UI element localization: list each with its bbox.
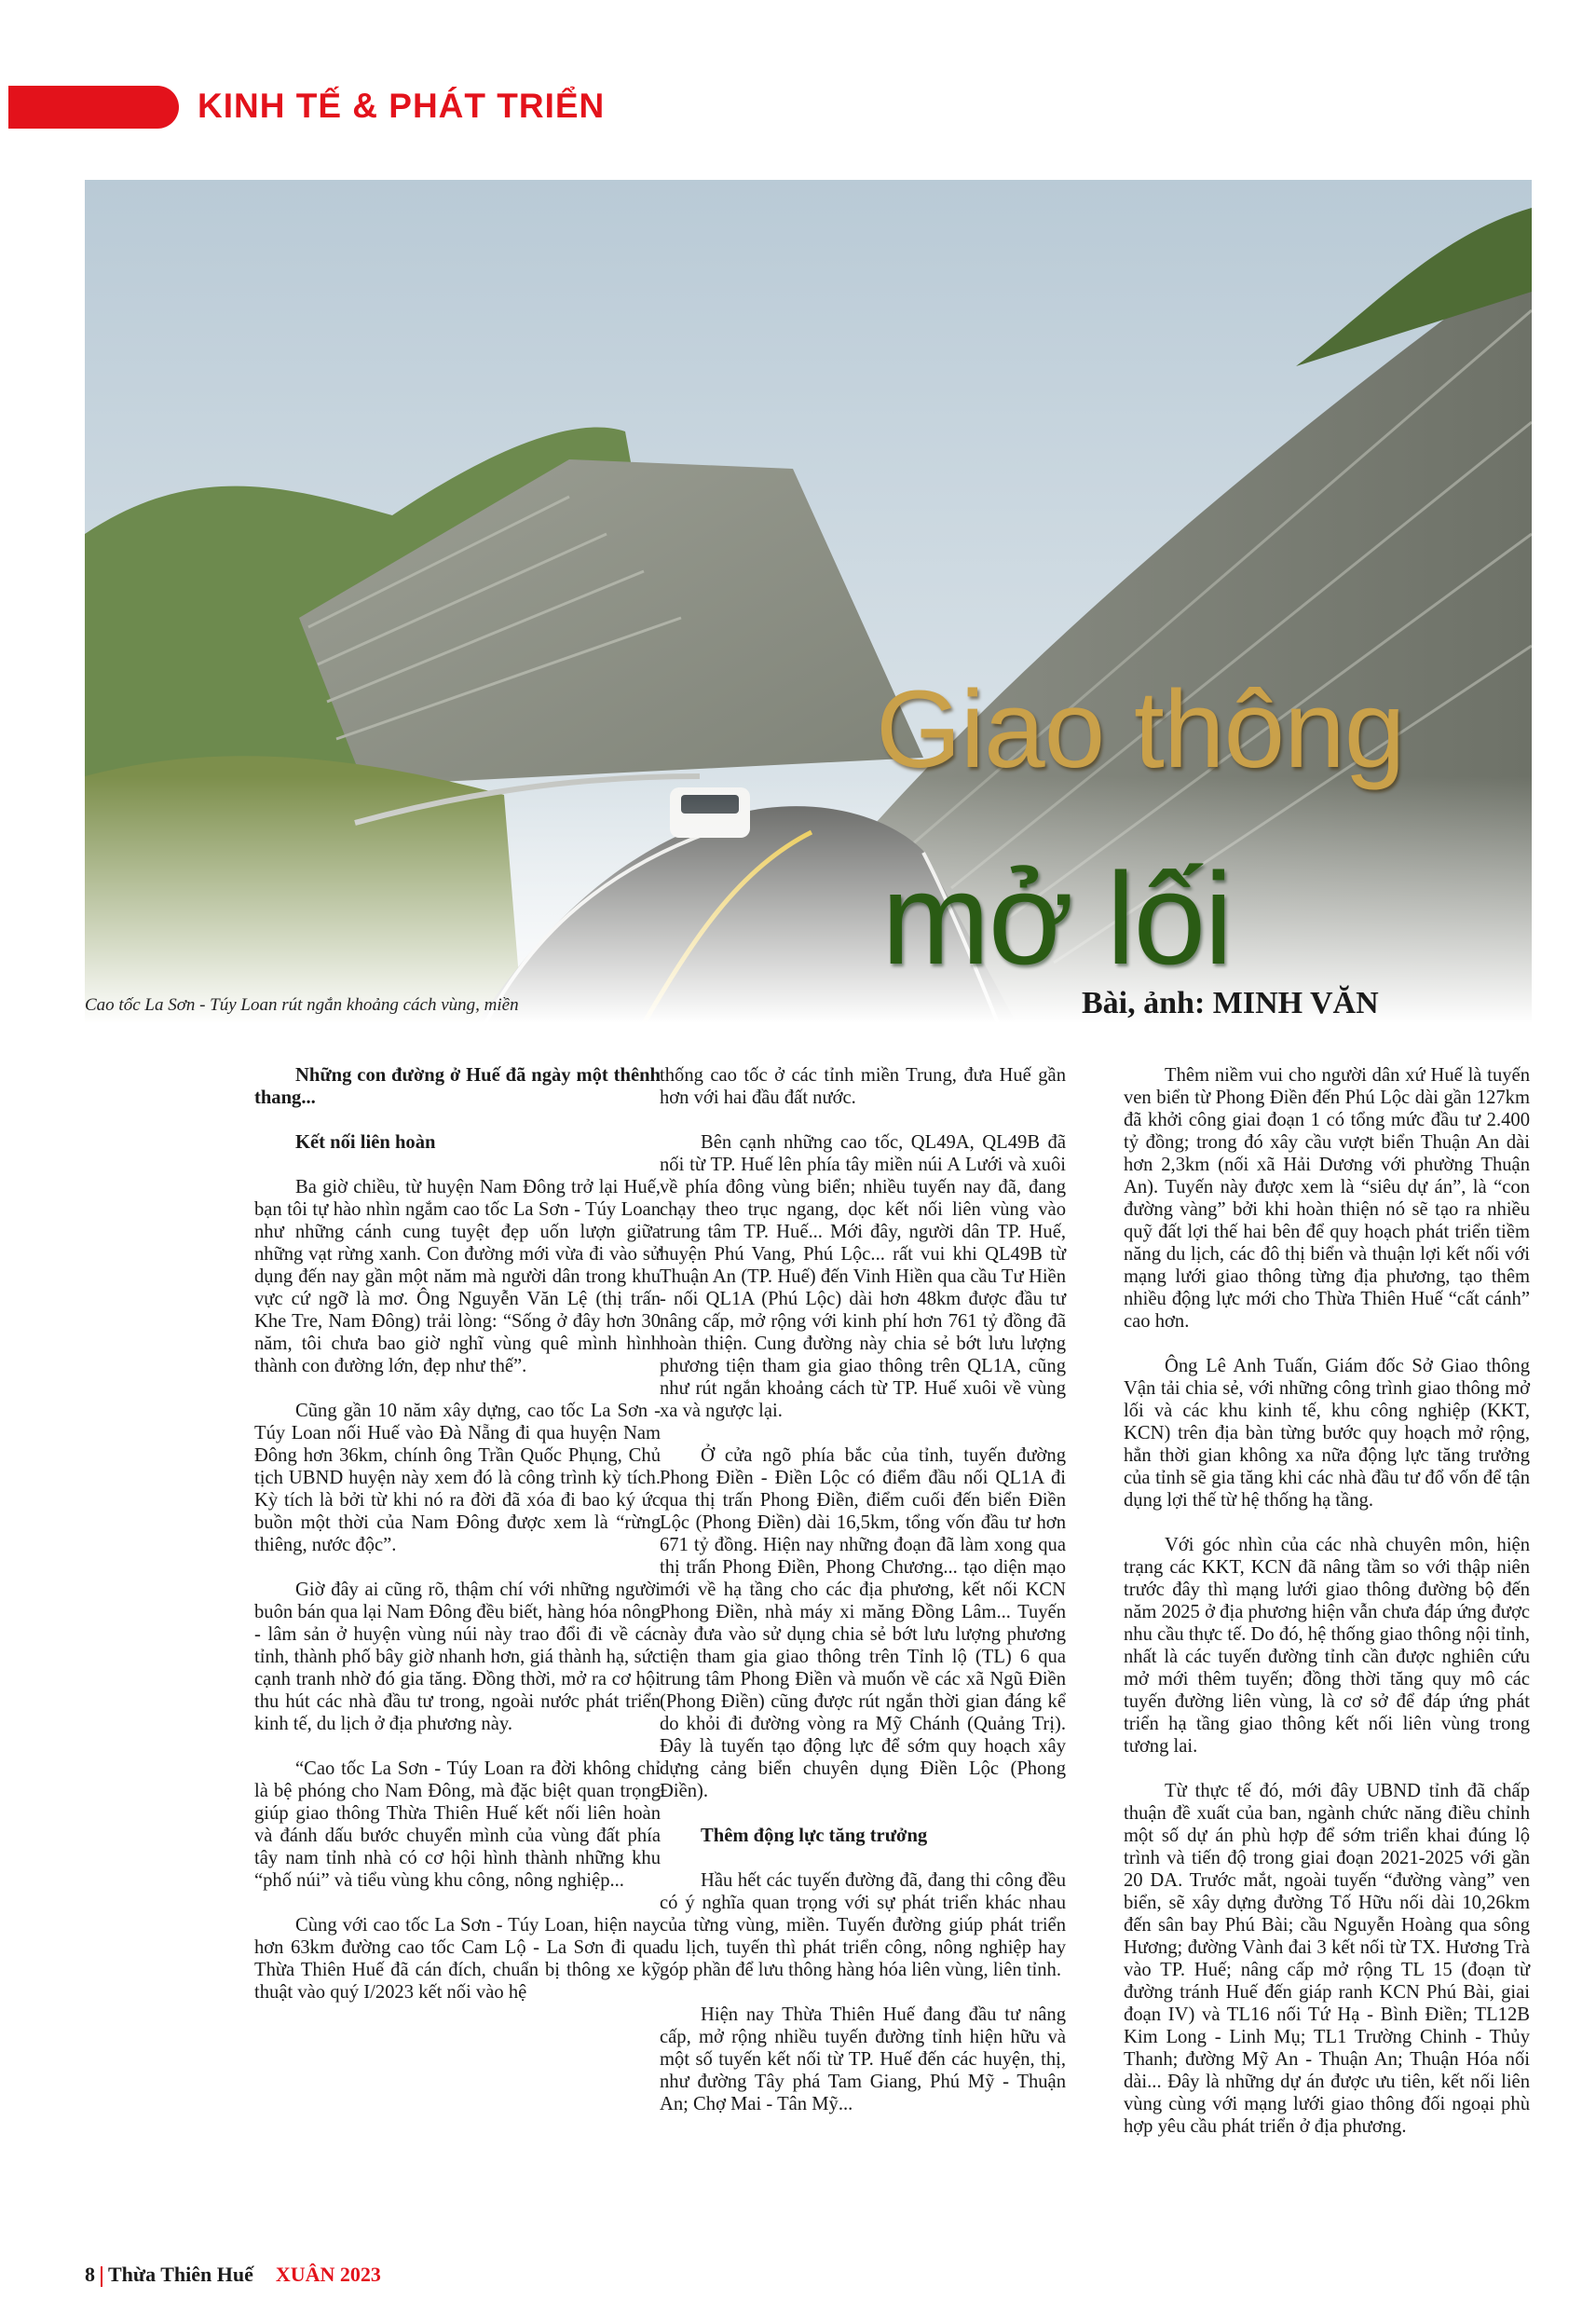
photo-caption: Cao tốc La Sơn - Túy Loan rút ngắn khoảng cách vùng, miền <box>85 995 519 1015</box>
magazine-name: Thừa Thiên Huế <box>108 2263 253 2286</box>
article-column-1 <box>254 1064 661 2026</box>
subheading: Kết nối liên hoàn <box>295 1132 436 1153</box>
paragraph: Thêm niềm vui cho người dân xứ Huế là tuyến ven biển từ Phong Điền đến Phú Lộc dài gần 127km đã khởi công giai đoạn 1 có tổng mức đầu tư 2.400 tỷ đồng; trong đó xây cầu vượt biển Thuận An dài hơn 2,3km (nối xã Hải Dương với phường Thuận An). Tuyến này được xem là “siêu dự án”, là “con đường vàng” bởi khi hoàn thiện nó sẽ tạo ra nhiều quỹ đất lợi thế hai bên để quy hoạch phát triển tiềm năng du lịch, các đô thị biển và thuận lợi kết nối với mạng lưới giao thông từng địa phương, tạo thêm nhiều động lực mới cho Thừa Thiên Huế “cất cánh” cao hơn. <box>1124 1065 1530 1332</box>
road-landscape-illustration <box>85 180 1532 1023</box>
article-column-3 <box>1124 1064 1530 2160</box>
paragraph: Cũng gần 10 năm xây dựng, cao tốc La Sơn - Túy Loan nối Huế vào Đà Nẵng đi qua huyện Nam Đông hơn 36km, chính ông Trần Quốc Phụng, Chủ tịch UBND huyện này xem đó là công trình kỳ tích. Kỳ tích là bởi từ khi nó ra đời đã xóa đi bao ký ức buồn một thời của Nam Đông được xem là “rừng thiêng, nước độc”. <box>254 1401 661 1555</box>
paragraph: Ba giờ chiều, từ huyện Nam Đông trở lại Huế, bạn tôi tự hào nhìn ngắm cao tốc La Sơn - Túy Loan như những cánh cung tuyệt đẹp uốn lượn giữa những vạt rừng xanh. Con đường mới vừa đi vào sử dụng đến nay gần một năm mà người dân trong khu vực cứ ngỡ là mơ. Ông Nguyễn Văn Lệ (thị trấn Khe Tre, Nam Đông) trải lòng: “Sống ở đây hơn 30 năm, tôi chưa bao giờ nghĩ vùng quê mình hình thành con đường lớn, đẹp như thế”. <box>254 1177 661 1376</box>
paragraph: Hiện nay Thừa Thiên Huế đang đầu tư nâng cấp, mở rộng nhiều tuyến đường tỉnh hiện hữu và một số tuyến kết nối từ TP. Huế đến các huyện, thị, như đường Tây phá Tam Giang, Phú Mỹ - Thuận An; Chợ Mai - Tân Mỹ... <box>660 2004 1066 2114</box>
paragraph: Hầu hết các tuyến đường đã, đang thi công đều có ý nghĩa quan trọng với sự phát triển khác nhau của từng vùng, miền. Tuyến đường giúp phát triển du lịch, tuyến thì phát triển công, nông nghiệp hay góp phần để lưu thông hàng hóa liên vùng, liên tỉnh. <box>660 1870 1066 1980</box>
paragraph: Cùng với cao tốc La Sơn - Túy Loan, hiện nay hơn 63km đường cao tốc Cam Lộ - La Sơn đi qua Thừa Thiên Huế đã cán đích, chuẩn bị thông xe kỹ thuật vào quý I/2023 kết nối vào hệ <box>254 1915 661 2003</box>
footer-divider <box>101 2266 102 2287</box>
hero-photo <box>85 180 1532 1023</box>
headline-line-1: Giao thông <box>876 668 1405 791</box>
paragraph: Bên cạnh những cao tốc, QL49A, QL49B đã nối từ TP. Huế lên phía tây miền núi A Lưới và xuôi về phía đông vùng biển; nhiều tuyến nay đã, đang chạy theo trục ngang, dọc kết nối liên vùng vào trung tâm TP. Huế... Mới đây, người dân TP. Huế, huyện Phú Vang, Phú Lộc... rất vui khi QL49B từ Thuận An (TP. Huế) đến Vinh Hiền qua cầu Tư Hiền - nối QL1A (Phú Lộc) dài hơn 48km được đầu tư nâng cấp, mở rộng với kinh phí hơn 761 tỷ đồng đã hoàn thiện. Cung đường này chia sẻ bớt lưu lượng phương tiện tham gia giao thông trên QL1A, cũng như rút ngắn khoảng cách từ TP. Huế xuôi về vùng xa và ngược lại. <box>660 1132 1066 1421</box>
paragraph: Ở cửa ngõ phía bắc của tỉnh, tuyến đường Phong Điền - Điền Lộc có điểm đầu nối QL1A đi qua thị trấn Phong Điền, điểm cuối đến biển Điền Lộc (Phong Điền) dài 16,5km, tổng vốn đầu tư hơn 671 tỷ đồng. Hiện nay những đoạn đã làm xong qua thị trấn Phong Điền, Phong Chương... tạo diện mạo mới về hạ tầng cho các địa phương, kết nối KCN Phong Điền, nhà máy xi măng Đồng Lâm... Tuyến này đưa vào sử dụng chia sẻ bớt lưu lượng phương tiện tham gia giao thông trên Tỉnh lộ (TL) 6 qua trung tâm Phong Điền và muốn về các xã Ngũ Điền (Phong Điền) cũng được rút ngắn thời gian đáng kể do khỏi đi đường vòng ra Mỹ Chánh (Quảng Trị). Đây là tuyến tạo động lực để sớm quy hoạch xây dựng cảng biển chuyên dụng Điền Lộc (Phong Điền). <box>660 1445 1066 1801</box>
page-footer <box>85 2263 381 2287</box>
lead-paragraph: Những con đường ở Huế đã ngày một thênh thang... <box>254 1065 661 1108</box>
section-bar <box>8 86 179 129</box>
subheading: Thêm động lực tăng trưởng <box>701 1826 928 1846</box>
article-column-2 <box>660 1064 1066 2138</box>
paragraph: Với góc nhìn của các nhà chuyên môn, hiện trạng các KKT, KCN đã nâng tầm so với thập niên trước đây thì mạng lưới giao thông đường bộ đến năm 2025 ở địa phương hiện vẫn chưa đáp ứng được nhu cầu thực tế. Do đó, hệ thống giao thông nội tỉnh, nhất là các tuyến đường tỉnh cần được nghiên cứu mở mới thêm tuyến; đồng thời tăng quy mô các tuyến đường liên vùng, là cơ sở để đáp ứng phát triển hạ tầng giao thông kết nối liên vùng trong tương lai. <box>1124 1535 1530 1757</box>
paragraph: “Cao tốc La Sơn - Túy Loan ra đời không chỉ là bệ phóng cho Nam Đông, mà đặc biệt quan trọng giúp giao thông Thừa Thiên Huế kết nối liên hoàn và đánh dấu bước chuyển mình của vùng đất phía tây nam tỉnh nhà có cơ hội hình thành những khu “phố núi” và tiểu vùng khu công, nông nghiệp... <box>254 1758 661 1891</box>
page-number: 8 <box>85 2263 95 2286</box>
byline: Bài, ảnh: MINH VĂN <box>1082 986 1379 1020</box>
paragraph: Ông Lê Anh Tuấn, Giám đốc Sở Giao thông Vận tải chia sẻ, với những công trình giao thông mở lối và các khu kinh tế, khu công nghiệp (KKT, KCN) trên địa bàn từng bước quy hoạch mở rộng, hẳn thời gian không xa nữa động lực tăng trưởng của tỉnh sẽ gia tăng khi các nhà đầu tư đổ vốn để tận dụng lợi thế từ hệ thống hạ tầng. <box>1124 1356 1530 1511</box>
paragraph: Từ thực tế đó, mới đây UBND tỉnh đã chấp thuận đề xuất của ban, ngành chức năng điều chỉnh một số dự án phù hợp để sớm triển khai đúng lộ trình và tiến độ trong giai đoạn 2021-2025 với gần 20 DA. Trước mắt, ngoài tuyến “đường vàng” ven biển, sẽ xây dựng đường Tố Hữu nối dài 10,26km đến sân bay Phú Bài; cầu Nguyễn Hoàng qua sông Hương; đường Vành đai 3 kết nối từ TX. Hương Trà vào TP. Huế; nâng cấp mở rộng TL 15 (đoạn từ đường tránh Huế đến giáp ranh KCN Phú Bài, giai đoạn IV) và TL16 nối Tứ Hạ - Bình Điền; TL12B Kim Long - Linh Mụ; TL1 Trường Chinh - Thủy Thanh; đường Mỹ An - Thuận An; Thuận Hóa nối dài... Đây là những dự án được ưu tiên, kết nối liên vùng cùng với mạng lưới giao thông đối ngoại phù hợp yêu cầu phát triển ở địa phương. <box>1124 1781 1530 2137</box>
section-title: KINH TẾ & PHÁT TRIỂN <box>198 87 606 125</box>
paragraph: Giờ đây ai cũng rõ, thậm chí với những người buôn bán qua lại Nam Đông đều biết, hàng hóa nông - lâm sản ở huyện vùng núi này trao đổi đi về các tỉnh, thành phố bây giờ nhanh hơn, giá thành hạ, sức cạnh tranh nhờ đó gia tăng. Đồng thời, mở ra cơ hội thu hút các nhà đầu tư trong, ngoài nước phát triển kinh tế, du lịch ở địa phương này. <box>254 1580 661 1734</box>
paragraph: thống cao tốc ở các tỉnh miền Trung, đưa Huế gần hơn với hai đầu đất nước. <box>660 1065 1066 1108</box>
issue-label: XUÂN 2023 <box>275 2263 381 2286</box>
headline-line-2: mở lối <box>881 845 1232 992</box>
